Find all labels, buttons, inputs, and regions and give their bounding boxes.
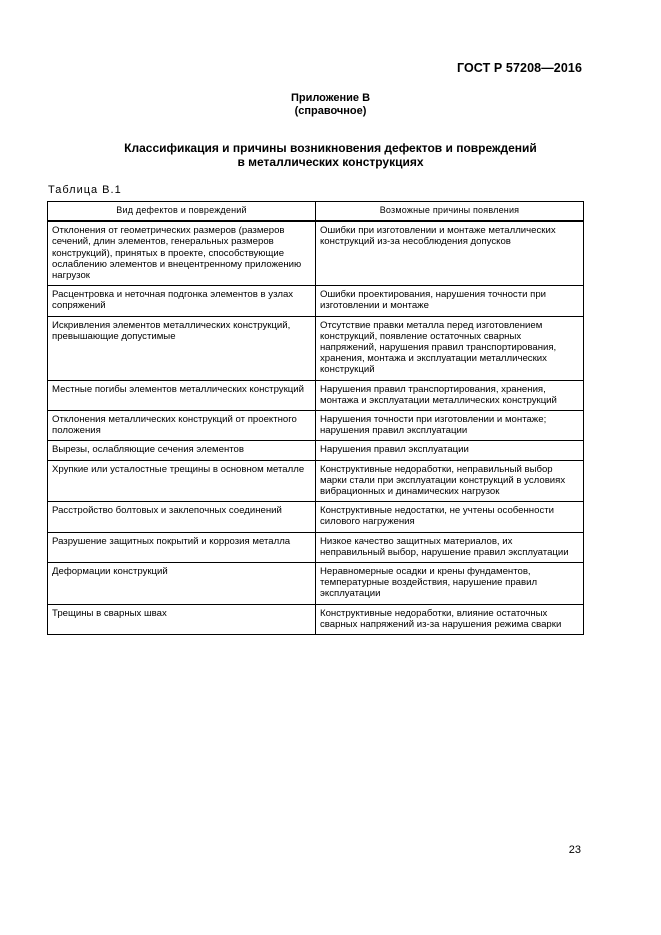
- defect-cell: Местные погибы элементов металлических конструкций: [48, 380, 316, 410]
- table-header-row: [48, 202, 584, 222]
- defect-cell: Разрушение защитных покрытий и коррозия металла: [48, 532, 316, 562]
- defect-cell: Отклонения металлических конструкций от проектного положения: [48, 411, 316, 441]
- appendix-title: Приложение В: [290, 92, 371, 104]
- cause-cell: Отсутствие правки металла перед изготовлением конструкций, появление остаточных сварных напряжений, нарушения правил транспортирования, хранения, монтажа и эксплуатации металлических конструкций: [316, 316, 584, 380]
- cause-cell: Конструктивные недоработки, неправильный выбор марки стали при эксплуатации конструкций в условиях вибрационных и динамических нагрузок: [316, 460, 584, 502]
- cause-cell: Нарушения точности при изготовлении и монтаже; нарушения правил эксплуатации: [316, 411, 584, 441]
- cause-cell: Нарушения правил эксплуатации: [316, 441, 584, 460]
- defects-table: [47, 201, 584, 635]
- table-row: [48, 563, 584, 605]
- cause-cell: Ошибки при изготовлении и монтаже металлических конструкций из-за несоблюдения допусков: [316, 221, 584, 286]
- defect-cell: Расцентровка и неточная подгонка элементов в узлах сопряжений: [48, 286, 316, 316]
- column-header-defect: Вид дефектов и повреждений: [48, 202, 316, 222]
- cause-cell: Низкое качество защитных материалов, их неправильный выбор, нарушение правил эксплуатации: [316, 532, 584, 562]
- table-row: [48, 532, 584, 562]
- page-title: [0, 141, 661, 169]
- table-row: [48, 441, 584, 460]
- defect-cell: Трещины в сварных швах: [48, 604, 316, 634]
- column-header-cause: Возможные причины появления: [316, 202, 584, 222]
- table-row: [48, 286, 584, 316]
- page-title-line-1: Классификация и причины возникновения дефектов и повреждений: [124, 141, 537, 155]
- appendix-heading: [0, 92, 661, 118]
- table-row: [48, 380, 584, 410]
- table-row: [48, 460, 584, 502]
- defect-cell: Расстройство болтовых и заклепочных соединений: [48, 502, 316, 532]
- table-row: [48, 502, 584, 532]
- defect-cell: Вырезы, ослабляющие сечения элементов: [48, 441, 316, 460]
- defect-cell: Искривления элементов металлических конструкций, превышающие допустимые: [48, 316, 316, 380]
- cause-cell: Ошибки проектирования, нарушения точности при изготовлении и монтаже: [316, 286, 584, 316]
- defect-cell: Отклонения от геометрических размеров (размеров сечений, длин элементов, генеральных размеров конструкций), принятых в проекте, способствующие ослаблению элементов и внецентренному приложению нагрузок: [48, 221, 316, 286]
- appendix-type: (справочное): [294, 105, 367, 117]
- table-row: [48, 221, 584, 286]
- defect-cell: Хрупкие или усталостные трещины в основном металле: [48, 460, 316, 502]
- cause-cell: Конструктивные недоработки, влияние остаточных сварных напряжений из-за нарушения режима сварки: [316, 604, 584, 634]
- cause-cell: Нарушения правил транспортирования, хранения, монтажа и эксплуатации металлических конструкций: [316, 380, 584, 410]
- page-title-line-2: в металлических конструкциях: [237, 155, 424, 169]
- page-number: 23: [568, 844, 581, 856]
- table-row: [48, 411, 584, 441]
- cause-cell: Конструктивные недостатки, не учтены особенности силового нагружения: [316, 502, 584, 532]
- standard-code: ГОСТ Р 57208—2016: [456, 61, 582, 75]
- defect-cell: Деформации конструкций: [48, 563, 316, 605]
- table-label: Таблица В.1: [48, 184, 122, 196]
- table-row: [48, 604, 584, 634]
- cause-cell: Неравномерные осадки и крены фундаментов, температурные воздействия, нарушение правил эксплуатации: [316, 563, 584, 605]
- table-row: [48, 316, 584, 380]
